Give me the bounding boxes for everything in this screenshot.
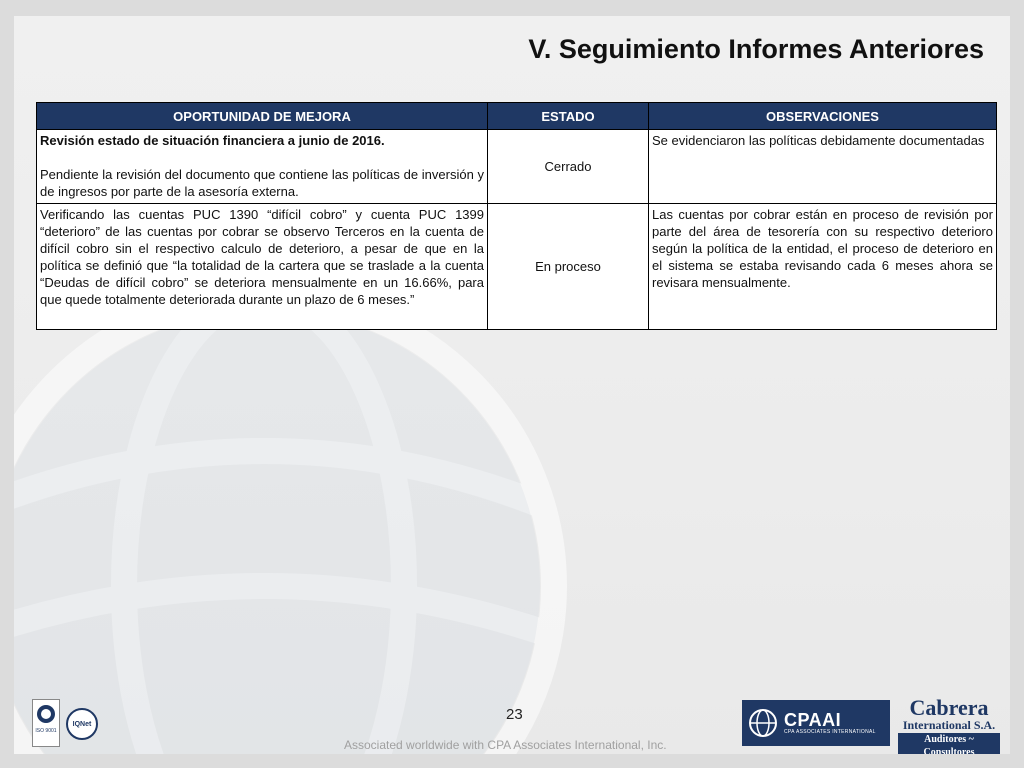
slide-title: V. Seguimiento Informes Anteriores: [528, 34, 984, 64]
certification-seal-icon: [36, 704, 56, 724]
cpaai-subtitle: CPA ASSOCIATES INTERNATIONAL: [784, 729, 876, 735]
iqnet-logo: [66, 708, 98, 740]
cell-observaciones: Se evidenciaron las políticas debidamente documentadas: [649, 130, 997, 204]
cell-estado: Cerrado: [488, 130, 649, 204]
cell-oportunidad: Verificando las cuentas PUC 1390 “difícil cobro” y cuenta PUC 1399 “deterioro” de las cuentas por cobrar se observo Terceros en la cuenta de difícil cobro sin el respectivo calculo de deterioro, a pesar de que en la política se definió que “la totalidad de la cartera que se traslade a la cuenta “Deudas de difícil cobro” se deteriora mensualmente en un 16.66%, para que quede totalmente deteriorada durante un plazo de 6 meses.”: [37, 204, 488, 330]
header-observaciones: OBSERVACIONES: [649, 103, 997, 130]
row-body: Pendiente la revisión del documento que contiene las políticas de inversión y de ingresos por parte de la asesoría externa.: [40, 167, 484, 199]
cabrera-subtitle: International S.A.: [902, 718, 996, 732]
header-oportunidad: OPORTUNIDAD DE MEJORA: [37, 103, 488, 130]
slide: [14, 16, 1010, 754]
cpaai-name: CPAAI: [784, 710, 842, 730]
globe-background-graphic: [14, 276, 574, 754]
cabrera-name: Cabrera: [909, 695, 989, 720]
iso-label: ISO 9001: [35, 728, 57, 734]
follow-up-table: [36, 102, 997, 330]
cpaai-logo: [742, 700, 890, 746]
footer-text: Associated worldwide with CPA Associates International, Inc.: [344, 738, 667, 752]
page-number: 23: [506, 706, 523, 723]
cabrera-logo: [898, 695, 1000, 754]
table-row: [37, 204, 997, 330]
cell-observaciones: Las cuentas por cobrar están en proceso de revisión por parte del área de tesorería con su respectivo deterioro según la política de la entidad, el proceso de deterioro en el sistema se estaba revisando cada 6 meses ahora se revisara mensualmente.: [649, 204, 997, 330]
table-header-row: [37, 103, 997, 130]
iqnet-label: IQNet: [72, 720, 92, 728]
header-estado: ESTADO: [488, 103, 649, 130]
iso-certification-logo: [32, 699, 60, 747]
cabrera-tagline: Auditores ~ Consultores: [898, 733, 1000, 754]
cell-oportunidad: [37, 130, 488, 204]
row-title: Revisión estado de situación financiera a junio de 2016.: [40, 133, 385, 148]
globe-icon: [748, 708, 778, 738]
cell-estado: En proceso: [488, 204, 649, 330]
table-row: [37, 130, 997, 204]
